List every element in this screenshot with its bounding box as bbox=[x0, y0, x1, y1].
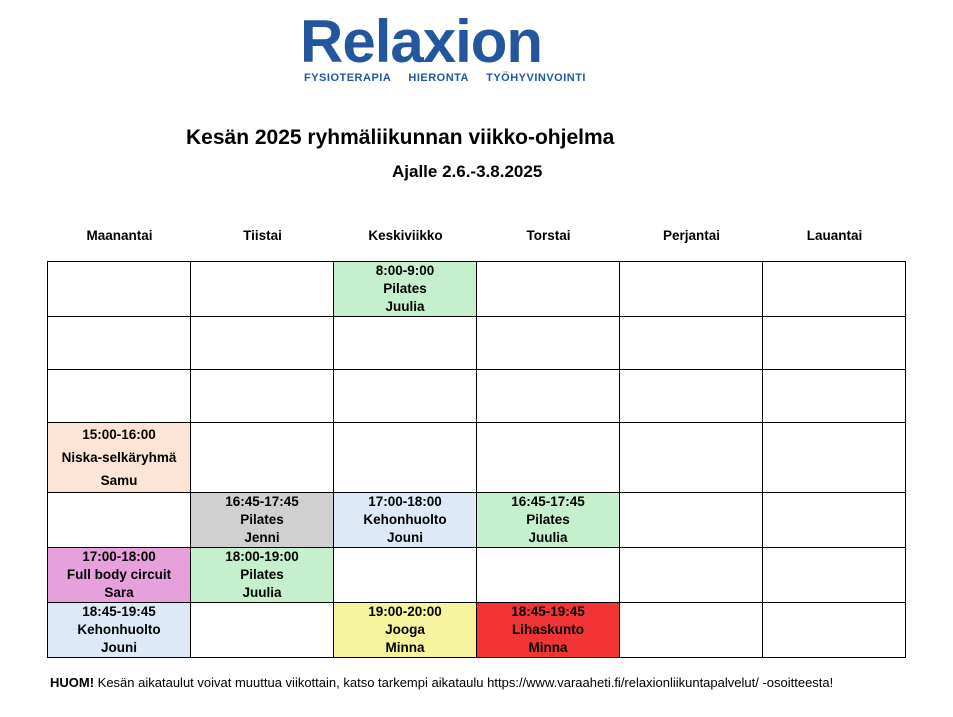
class-slot-details bbox=[334, 262, 476, 316]
class-slot-details bbox=[477, 493, 619, 547]
class-slot-details bbox=[48, 603, 190, 657]
empty-slot bbox=[620, 493, 763, 548]
schedule-row bbox=[48, 317, 906, 370]
class-slot bbox=[334, 493, 477, 548]
notice-prefix: HUOM! bbox=[50, 675, 95, 690]
empty-slot bbox=[620, 423, 763, 493]
empty-slot bbox=[48, 493, 191, 548]
class-instructor: Juulia bbox=[528, 530, 568, 545]
day-header-lauantai: Lauantai bbox=[806, 228, 863, 243]
class-slot bbox=[477, 603, 620, 658]
class-slot bbox=[334, 262, 477, 317]
schedule-row bbox=[48, 548, 906, 603]
class-slot bbox=[334, 603, 477, 658]
class-slot bbox=[191, 493, 334, 548]
class-slot-details bbox=[334, 493, 476, 547]
empty-slot bbox=[334, 423, 477, 493]
class-slot bbox=[477, 493, 620, 548]
tagline-hieronta: HIERONTA bbox=[408, 72, 470, 84]
empty-slot bbox=[763, 548, 906, 603]
relaxion-logo bbox=[300, 8, 590, 88]
empty-slot bbox=[191, 603, 334, 658]
class-slot-details bbox=[191, 493, 333, 547]
empty-slot bbox=[620, 370, 763, 423]
empty-slot bbox=[191, 423, 334, 493]
empty-slot bbox=[334, 370, 477, 423]
class-name: Pilates bbox=[526, 512, 570, 527]
date-range-subtitle: Ajalle 2.6.-3.8.2025 bbox=[392, 162, 543, 181]
class-name: Pilates bbox=[240, 512, 284, 527]
class-time: 18:00-19:00 bbox=[225, 549, 299, 564]
page-title: Kesän 2025 ryhmäliikunnan viikko-ohjelma bbox=[186, 126, 615, 149]
weekday-header-row bbox=[48, 228, 906, 243]
empty-slot bbox=[763, 603, 906, 658]
class-name: Lihaskunto bbox=[511, 622, 584, 637]
empty-slot bbox=[334, 548, 477, 603]
empty-slot bbox=[48, 370, 191, 423]
class-name: Jooga bbox=[385, 622, 425, 637]
notice-text bbox=[50, 675, 833, 690]
class-instructor: Jouni bbox=[101, 640, 137, 655]
empty-slot bbox=[477, 262, 620, 317]
empty-slot bbox=[334, 317, 477, 370]
class-name: Pilates bbox=[240, 567, 284, 582]
class-slot bbox=[48, 548, 191, 603]
class-time: 8:00-9:00 bbox=[375, 263, 435, 278]
empty-slot bbox=[763, 423, 906, 493]
class-time: 16:45-17:45 bbox=[511, 494, 585, 509]
empty-slot bbox=[191, 317, 334, 370]
class-time: 16:45-17:45 bbox=[225, 494, 299, 509]
class-slot-details bbox=[191, 548, 333, 602]
class-name: Kehonhuolto bbox=[77, 622, 161, 637]
class-slot-details bbox=[477, 603, 619, 657]
class-name: Pilates bbox=[383, 281, 427, 296]
class-time: 18:45-19:45 bbox=[82, 604, 156, 619]
empty-slot bbox=[620, 603, 763, 658]
schedule-row bbox=[48, 262, 906, 317]
schedule-row bbox=[48, 370, 906, 423]
empty-slot bbox=[191, 262, 334, 317]
logo-tagline bbox=[304, 72, 586, 84]
empty-slot bbox=[191, 370, 334, 423]
class-instructor: Jouni bbox=[387, 530, 423, 545]
class-slot-details bbox=[48, 548, 190, 602]
class-instructor: Sara bbox=[104, 585, 134, 600]
empty-slot bbox=[477, 423, 620, 493]
class-slot bbox=[48, 603, 191, 658]
tagline-fysioterapia: FYSIOTERAPIA bbox=[304, 72, 392, 84]
empty-slot bbox=[763, 317, 906, 370]
notice-body: Kesän aikataulut voivat muuttua viikottain, katso tarkempi aikataulu https://www.varaaheti.fi/relaxionliikuntapalvelut/ -osoitteesta! bbox=[94, 675, 834, 690]
class-instructor: Minna bbox=[385, 640, 425, 655]
empty-slot bbox=[763, 262, 906, 317]
logo-wordmark: Relaxion bbox=[300, 8, 543, 75]
class-name: Niska-selkäryhmä bbox=[61, 450, 177, 465]
day-header-torstai: Torstai bbox=[526, 228, 571, 243]
empty-slot bbox=[763, 493, 906, 548]
day-header-perjantai: Perjantai bbox=[662, 228, 721, 243]
class-slot-details bbox=[48, 423, 190, 492]
empty-slot bbox=[48, 317, 191, 370]
empty-slot bbox=[477, 370, 620, 423]
empty-slot bbox=[48, 262, 191, 317]
class-instructor: Samu bbox=[100, 473, 138, 488]
class-time: 15:00-16:00 bbox=[82, 427, 156, 442]
schedule-table bbox=[47, 261, 906, 658]
class-instructor: Jenni bbox=[244, 530, 280, 545]
empty-slot bbox=[620, 548, 763, 603]
empty-slot bbox=[620, 317, 763, 370]
class-time: 17:00-18:00 bbox=[368, 494, 442, 509]
schedule-row bbox=[48, 493, 906, 548]
class-instructor: Juulia bbox=[385, 299, 425, 314]
class-time: 17:00-18:00 bbox=[82, 549, 156, 564]
schedule-row bbox=[48, 603, 906, 658]
class-slot bbox=[48, 423, 191, 493]
class-time: 19:00-20:00 bbox=[368, 604, 442, 619]
class-slot-details bbox=[334, 603, 476, 657]
class-instructor: Juulia bbox=[242, 585, 282, 600]
class-slot bbox=[191, 548, 334, 603]
class-name: Kehonhuolto bbox=[363, 512, 447, 527]
schedule-row bbox=[48, 423, 906, 493]
empty-slot bbox=[763, 370, 906, 423]
day-header-tiistai: Tiistai bbox=[243, 228, 282, 243]
class-time: 18:45-19:45 bbox=[511, 604, 585, 619]
empty-slot bbox=[477, 548, 620, 603]
day-header-maanantai: Maanantai bbox=[86, 228, 153, 243]
day-header-keskiviikko: Keskiviikko bbox=[368, 228, 443, 243]
empty-slot bbox=[620, 262, 763, 317]
empty-slot bbox=[477, 317, 620, 370]
class-instructor: Minna bbox=[528, 640, 568, 655]
class-name: Full body circuit bbox=[66, 567, 172, 582]
tagline-tyohyvinvointi: TYÖHYVINVOINTI bbox=[486, 72, 586, 84]
